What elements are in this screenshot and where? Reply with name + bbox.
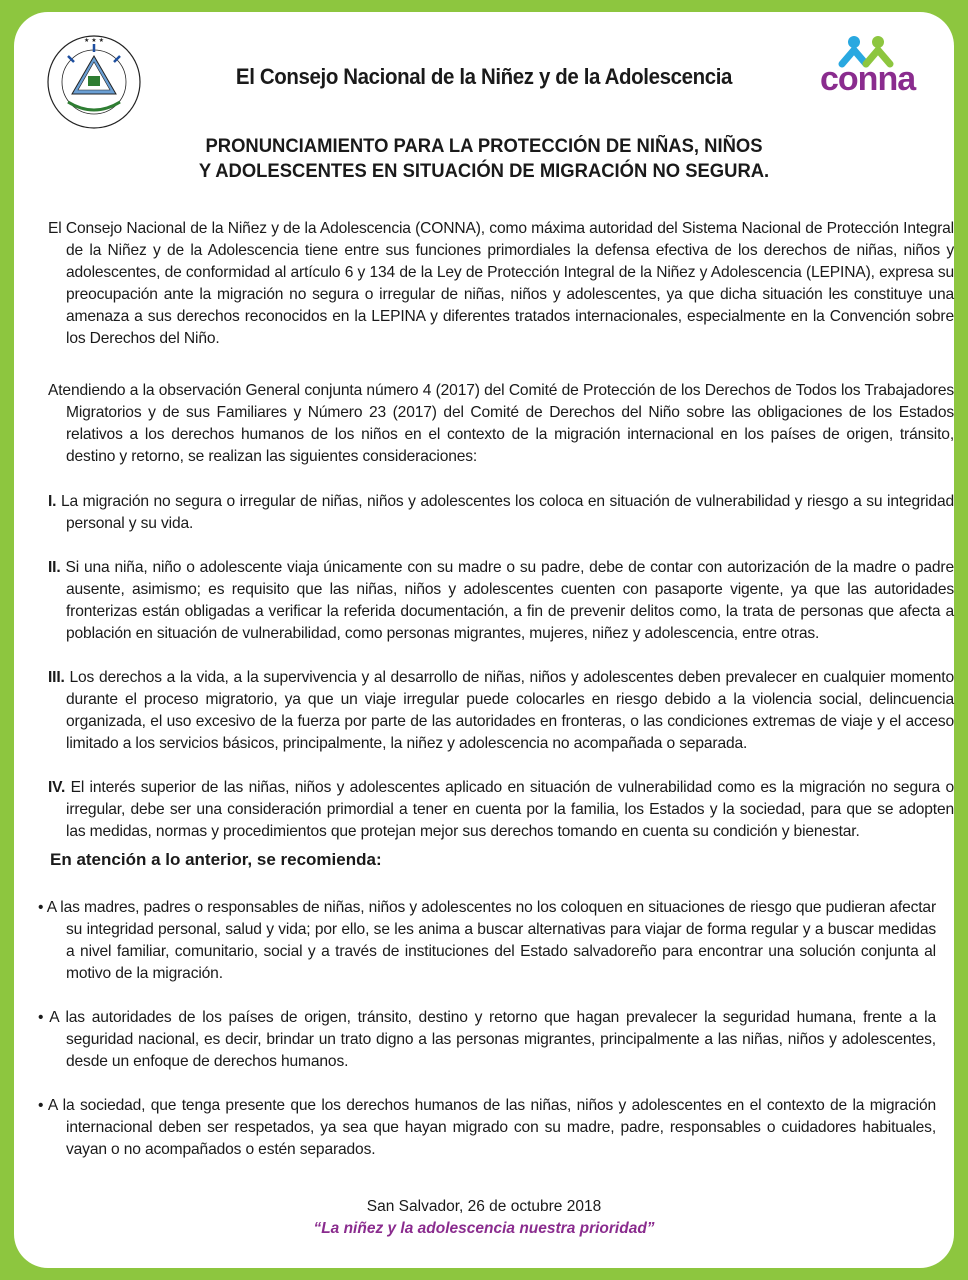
- recommendation-text: A las madres, padres o responsables de niñas, niños y adolescentes no los coloquen en situaciones de riesgo que pudieran afectar su integridad personal, salud y vida; por ello, se les anima a buscar alternativas para viajar de forma regular y a buscar medidas a nivel familiar, comunitario, social y a través de instituciones del Estado salvadoreño para encontrar una solución conjunta al motivo de la migración.: [46, 899, 937, 982]
- intro-paragraph: El Consejo Nacional de la Niñez y de la Adolescencia (CONNA), como máxima autoridad del Sistema Nacional de Protección Integral de la Niñez y de la Adolescencia tiene entre sus funciones primordiales la defensa efectiva de los derechos de niñas, niños y adolescentes, de conformidad al artículo 6 y 134 de la Ley de Protección Integral de la Niñez y Adolescencia (LEPINA), expresa su preocupación ante la migración no segura o irregular de niñas, niños y adolescentes, ya que dicha situación les constituye una amenaza a sus derechos reconocidos en la LEPINA y diferentes tratados internacionales, especialmente en la Convención sobre los Derechos del Niño.: [48, 220, 954, 347]
- title-line-2: Y ADOLESCENTES EN SITUACIÓN DE MIGRACIÓN NO SEGURA.: [198, 161, 770, 182]
- recommendation-item: [38, 897, 936, 985]
- document-sheet: [14, 12, 954, 1268]
- context-paragraph: Atendiendo a la observación General conjunta número 4 (2017) del Comité de Protección de los Derechos de Todos los Trabajadores Migratorios y de sus Familiares y Número 23 (2017) del Comité de Derechos del Niño sobre las obligaciones de los Estados relativos a los derechos humanos de los niños en el contexto de la migración internacional en los países de origen, tránsito, destino y retorno, se realizan las siguientes consideraciones:: [48, 382, 954, 465]
- bullet-icon: •: [38, 1009, 44, 1026]
- consideration-item: [48, 491, 954, 535]
- consideration-item: [48, 777, 954, 843]
- consideration-text: Si una niña, niño o adolescente viaja únicamente con su madre o su padre, debe de contar con autorización de la madre o padre ausente, asimismo; es requisito que las niñas, niños y adolescentes cuenten con pasaporte vigente, ya que las autoridades fronterizas están obligadas a verificar la referida documentación, a fin de prevenir delitos como, la trata de personas que afecta a población en situación de vulnerabilidad, como personas migrantes, mujeres, niñez y adolescencia, entre otras.: [65, 559, 954, 642]
- bullet-icon: •: [38, 1097, 44, 1114]
- motto: “La niñez y la adolescencia nuestra prioridad”: [313, 1220, 655, 1237]
- recommendation-item: [38, 1095, 936, 1161]
- consideration-item: [48, 667, 954, 755]
- consideration-number: III.: [48, 669, 65, 686]
- consideration-number: I.: [48, 493, 57, 510]
- recommendation-text: A las autoridades de los países de origen, tránsito, destino y retorno que hagan prevalecer la seguridad humana, frente a la seguridad nacional, es decir, brindar un trato digno a las personas migrantes, principalmente a las niñas, niños y adolescentes, desde un enfoque de derechos humanos.: [49, 1009, 937, 1070]
- document-title: [28, 134, 940, 184]
- bullet-icon: •: [38, 899, 44, 916]
- recommendation-text: A la sociedad, que tenga presente que los derechos humanos de las niñas, niños y adolescentes en el contexto de la migración internacional deben ser respetados, ya sea que hayan migrado con su madre, padre, responsables o cuidadores habituales, vayan o no acompañados o estén separados.: [47, 1097, 936, 1158]
- consideration-text: Los derechos a la vida, a la supervivencia y al desarrollo de niñas, niños y adolescentes deben prevalecer en cualquier momento durante el proceso migratorio, ya que un viaje irregular puede colocarles en riesgo debido a la violencia social, delincuencia organizada, el uso excesivo de la fuerza por parte de las autoridades en fronteras, o las condiciones extremas de viaje y el acceso limitado a los servicios básicos, principalmente, la niñez y adolescencia no acompañada o separada.: [66, 669, 954, 752]
- conna-logo-text: conna: [820, 60, 916, 98]
- consideration-number: II.: [48, 559, 61, 576]
- svg-text:★ ★ ★: ★ ★ ★: [84, 37, 104, 44]
- consideration-text: El interés superior de las niñas, niños y adolescentes aplicado en situación de vulnerabilidad como es la migración no segura o irregular, debe ser una consideración primordial a tener en cuenta por la familia, los Estados y la sociedad, para que se adopten las medidas, normas y procedimientos que protejan mejor sus derechos tomando en cuenta su condición y bienestar.: [66, 779, 954, 840]
- consideration-item: [48, 557, 954, 645]
- consideration-number: IV.: [48, 779, 66, 796]
- recommendations-heading: En atención a lo anterior, se recomienda:: [50, 850, 382, 869]
- place-date: San Salvador, 26 de octubre 2018: [366, 1198, 602, 1215]
- consideration-text: La migración no segura o irregular de niñas, niños y adolescentes los coloca en situación de vulnerabilidad y riesgo a su integridad personal y su vida.: [60, 493, 954, 532]
- organization-title: El Consejo Nacional de la Niñez y de la Adolescencia: [235, 64, 733, 89]
- recommendation-item: [38, 1007, 936, 1073]
- title-line-1: PRONUNCIAMIENTO PARA LA PROTECCIÓN DE NIÑAS, NIÑOS: [205, 136, 763, 157]
